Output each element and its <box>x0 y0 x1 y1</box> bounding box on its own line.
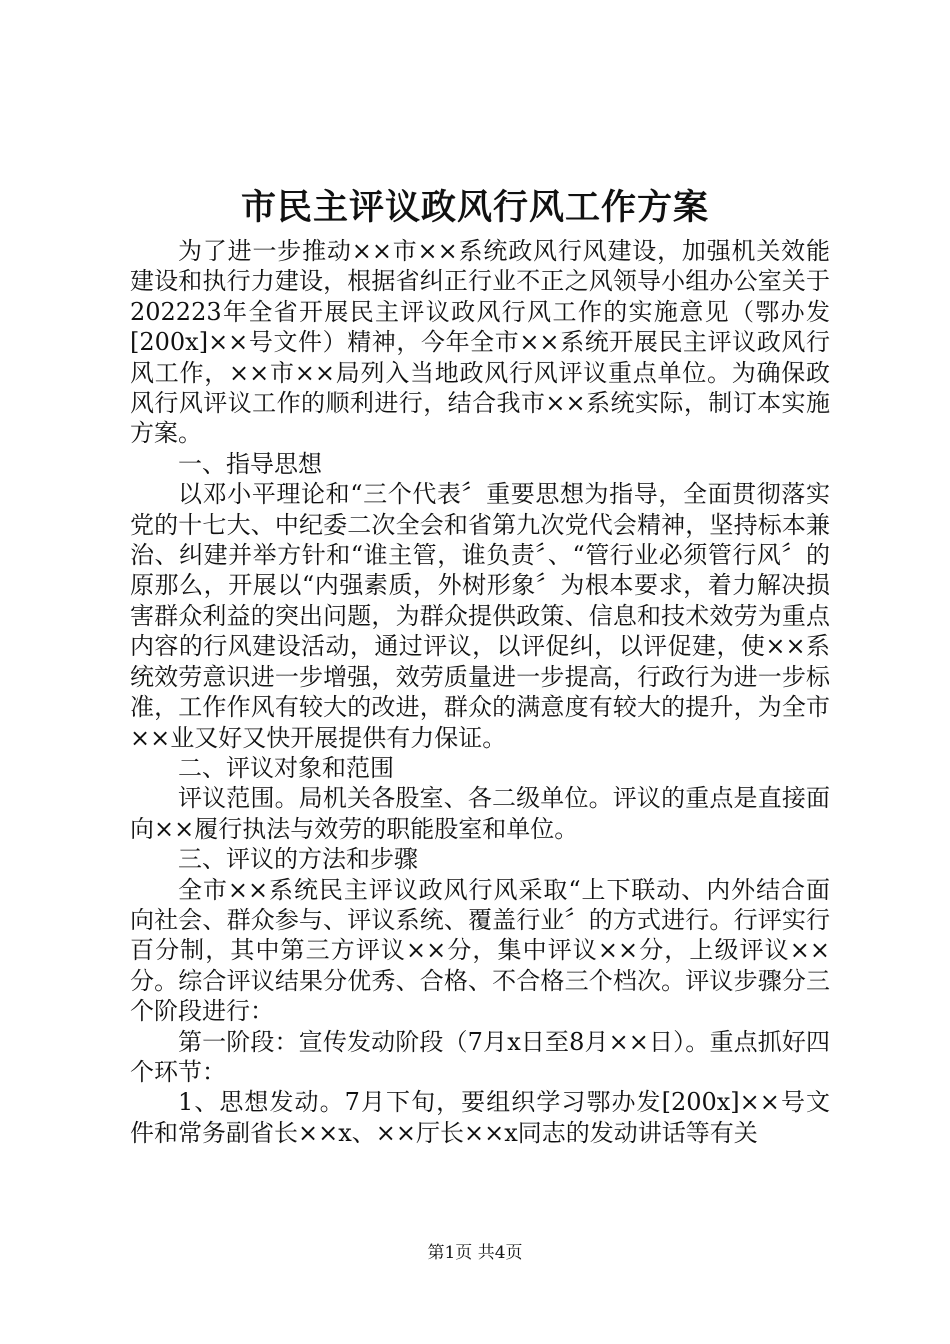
document-body <box>130 236 830 1148</box>
section-heading-scope: 二、评议对象和范围 <box>178 753 394 782</box>
page-title: 市民主评议政风行风工作方案 <box>240 187 709 228</box>
stage-one-paragraph: 第一阶段：宣传发动阶段（7月x日至8月××日）。重点抓好四个环节： <box>130 1027 830 1086</box>
page-number: 第1页 共4页 <box>427 1243 523 1263</box>
methods-paragraph: 全市××系统民主评议政风行风采取“上下联动、内外结合面向社会、群众参与、评议系统、覆盖行业〞的方式进行。行评实行百分制，其中第三方评议××分，集中评议××分，上级评议××分。综合评议结果分优秀、合格、不合格三个档次。评议步骤分三个阶段进行： <box>130 875 830 1026</box>
intro-paragraph: 为了进一步推动××市××系统政风行风建设，加强机关效能建设和执行力建设，根据省纠正行业不正之风领导小组办公室关于202223年全省开展民主评议政风行风工作的实施意见（鄂办发[200x]××号文件）精神，今年全市××系统开展民主评议政风行风工作，××市××局列入当地政风行风评议重点单位。为确保政风行风评议工作的顺利进行，结合我市××系统实际，制订本实施方案。 <box>130 237 830 448</box>
scope-paragraph: 评议范围。局机关各股室、各二级单位。评议的重点是直接面向××履行执法与效劳的职能股室和单位。 <box>130 784 830 843</box>
guiding-ideology-paragraph: 以邓小平理论和“三个代表〞重要思想为指导，全面贯彻落实党的十七大、中纪委二次全会和省第九次党代会精神，坚持标本兼治、纠建并举方针和“谁主管，谁负责〞、“管行业必须管行风〞的原那么，开展以“内强素质，外树形象〞为根本要求，着力解决损害群众利益的突出问题，为群众提供政策、信息和技术效劳为重点内容的行风建设活动，通过评议，以评促纠，以评促建，使××系统效劳意识进一步增强，效劳质量进一步提高，行政行为进一步标准，工作作风有较大的改进，群众的满意度有较大的提升，为全市××业又好又快开展提供有力保证。 <box>130 480 830 752</box>
section-heading-guiding-ideology: 一、指导思想 <box>178 449 322 478</box>
mobilization-paragraph: 1、思想发动。7月下旬，要组织学习鄂办发[200x]××号文件和常务副省长××x、××厅长××x同志的发动讲话等有关 <box>130 1088 830 1147</box>
section-heading-methods: 三、评议的方法和步骤 <box>178 845 418 874</box>
